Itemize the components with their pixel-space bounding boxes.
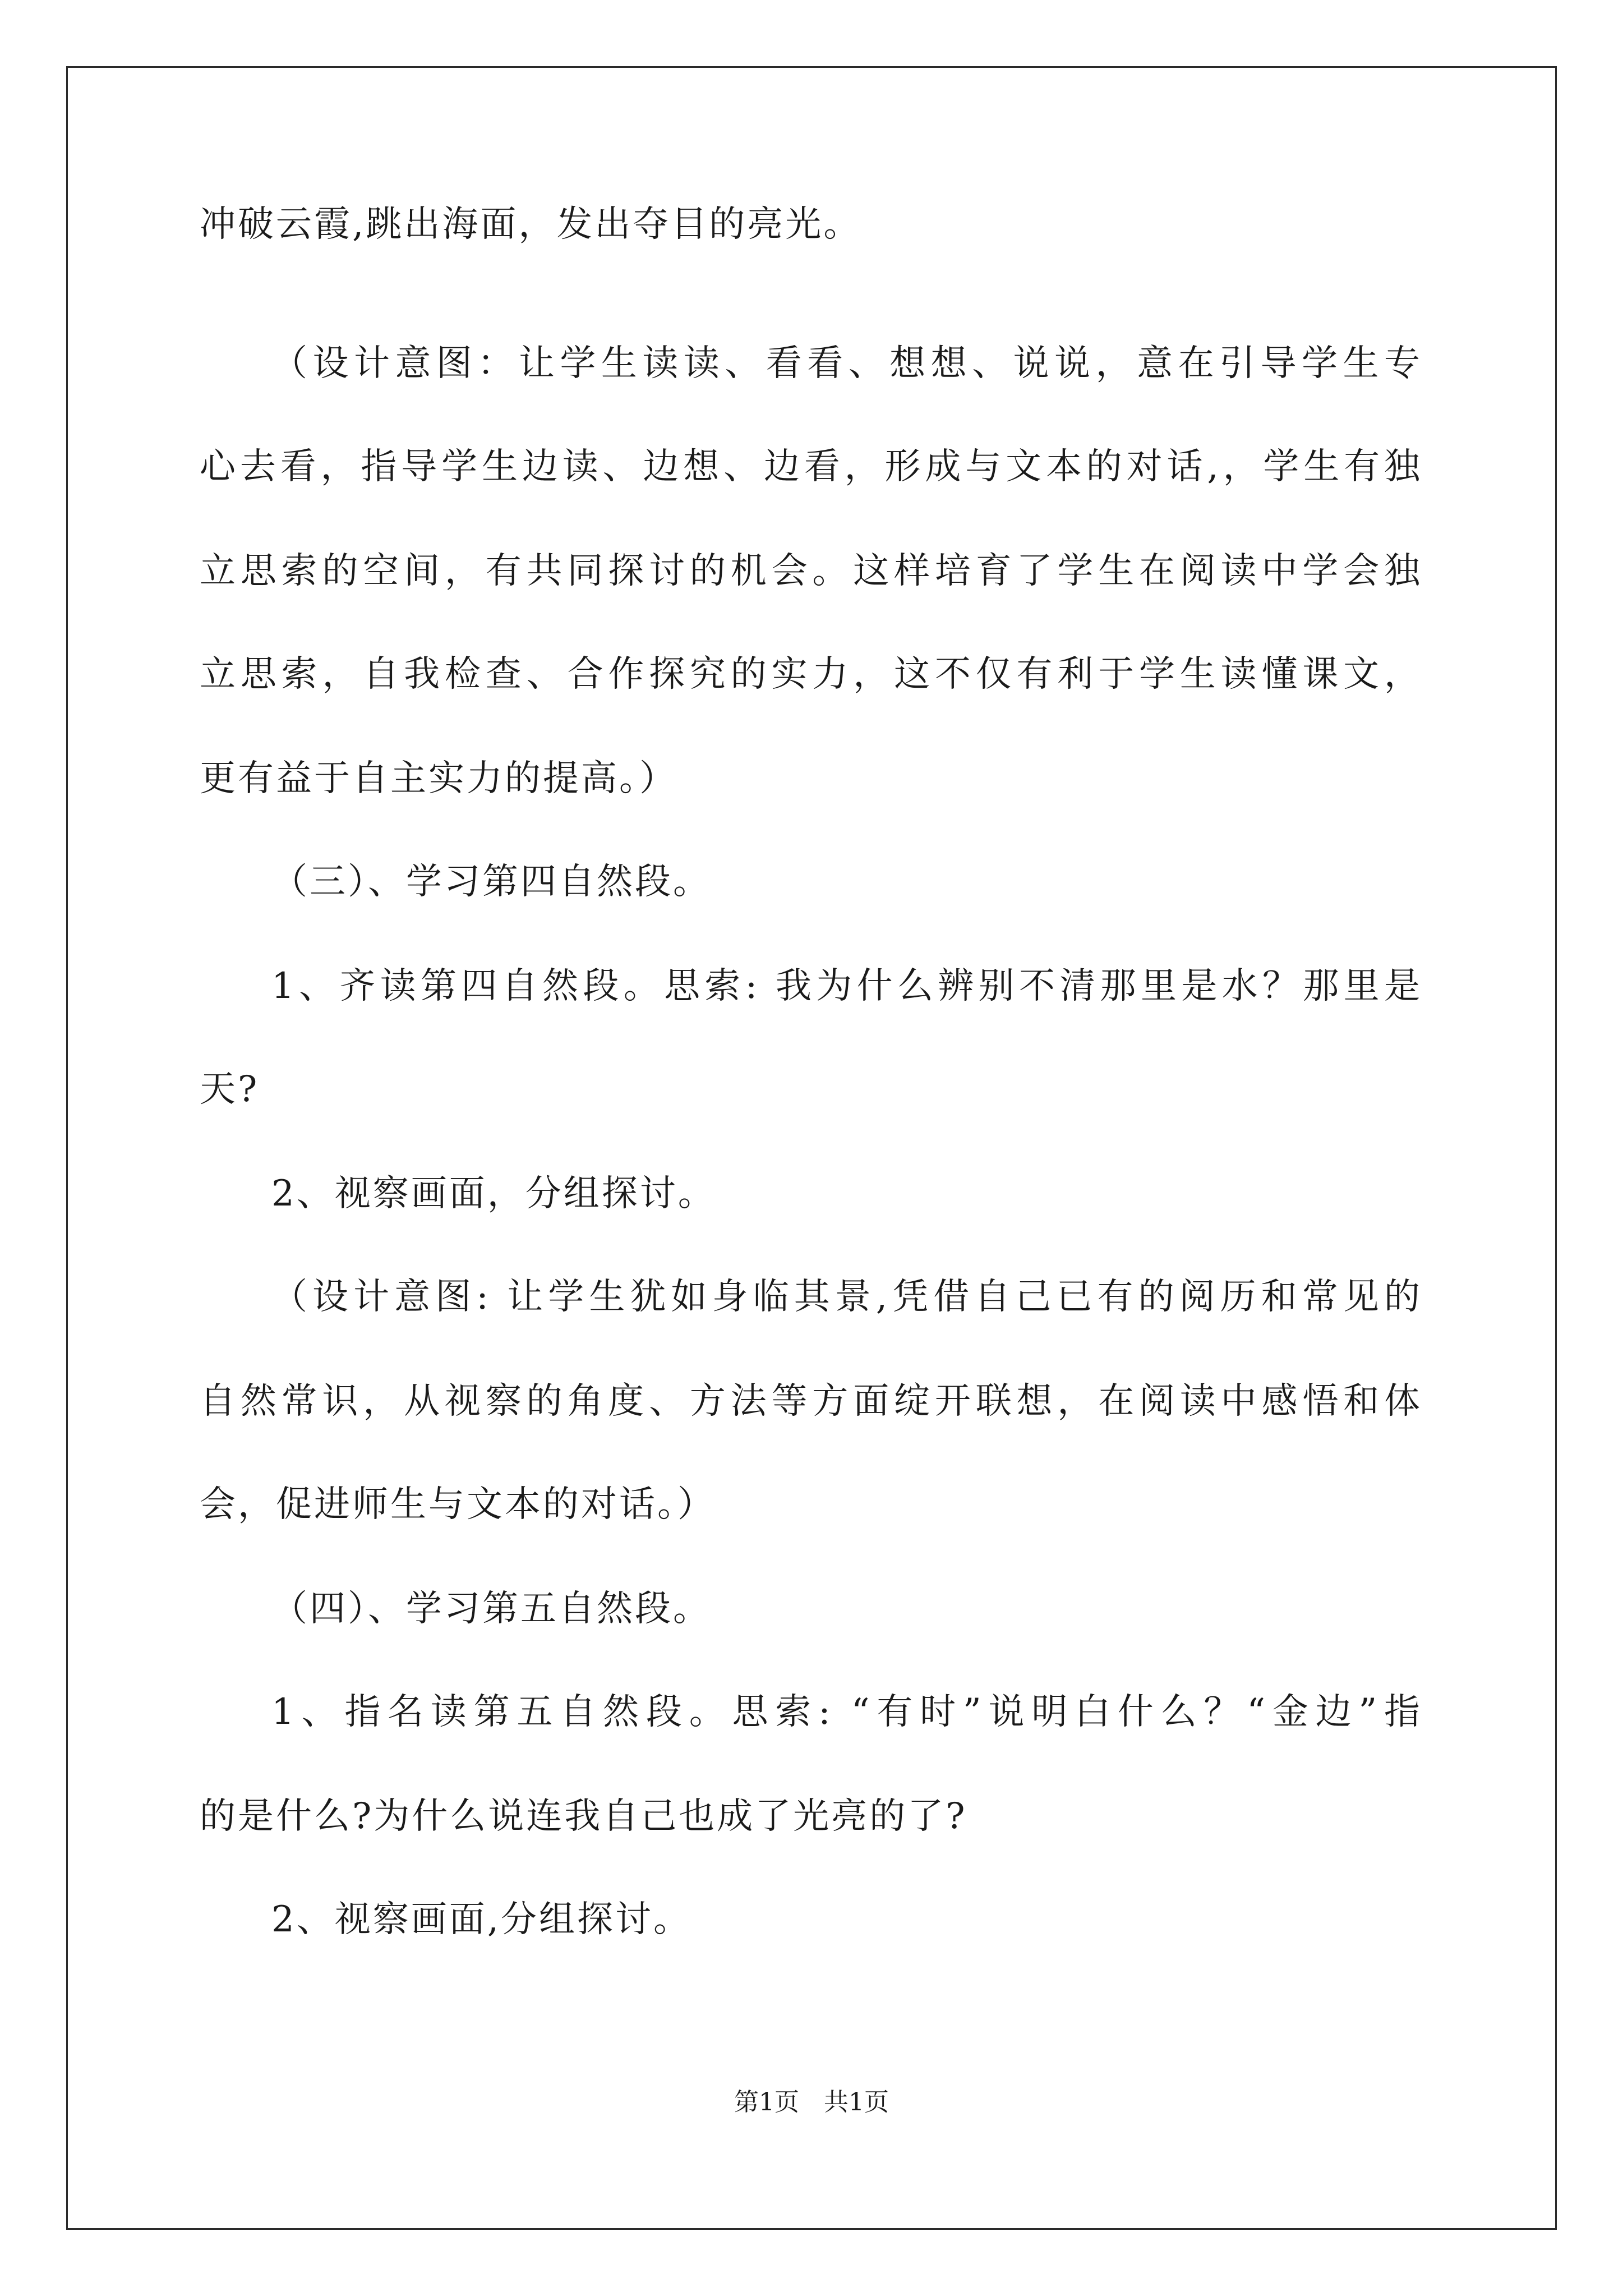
text-line-5: 立思索，自我检查、合作探究的实力，这不仅有利于学生读懂课文，: [200, 654, 1422, 695]
page-footer: [0, 2087, 1623, 2118]
text-line-12: 自然常识，从视察的角度、方法等方面绽开联想，在阅读中感悟和体: [200, 1381, 1422, 1422]
section-heading-4: （四）、学习第五自然段。: [271, 1588, 711, 1630]
text-line-3: 心去看，指导学生边读、边想、边看，形成与文本的对话,，学生有独: [200, 446, 1422, 487]
text-line-6: 更有益于自主实力的提高。）: [200, 758, 677, 799]
text-line-10: 2、视察画面，分组探讨。: [271, 1173, 716, 1214]
section-heading-3: （三）、学习第四自然段。: [271, 861, 711, 903]
page-current-label: 第1页: [734, 2088, 799, 2116]
text-line-9: 天?: [200, 1069, 260, 1110]
text-line-15: 1、指名读第五自然段。思索: “有时”说明白什么？“金边”指: [271, 1691, 1422, 1733]
page-total-label: 共1页: [824, 2088, 889, 2116]
text-line-11: （设计意图: 让学生犹如身临其景,凭借自己已有的阅历和常见的: [271, 1276, 1422, 1318]
text-line-1: 冲破云霞,跳出海面，发出夺目的亮光。: [200, 204, 862, 245]
text-line-4: 立思索的空间，有共同探讨的机会。这样培育了学生在阅读中学会独: [200, 550, 1422, 592]
text-line-13: 会，促进师生与文本的对话。）: [200, 1484, 716, 1525]
text-line-2: （设计意图：让学生读读、看看、想想、说说，意在引导学生专: [271, 343, 1422, 384]
text-line-8: 1、齐读第四自然段。思索: 我为什么辨别不清那里是水？那里是: [271, 965, 1422, 1007]
text-line-16: 的是什么?为什么说连我自己也成了光亮的了?: [200, 1796, 967, 1837]
text-line-17: 2、视察画面,分组探讨。: [271, 1899, 692, 1940]
